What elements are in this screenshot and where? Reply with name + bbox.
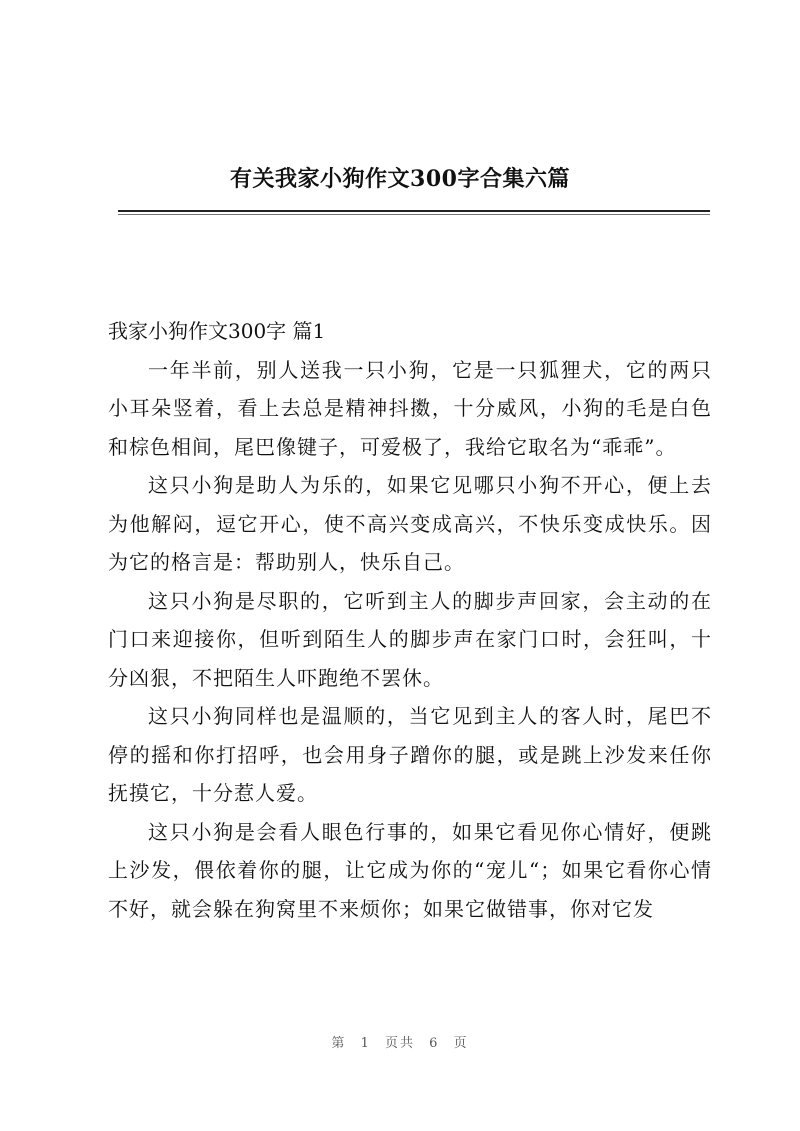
page-footer xyxy=(0,1032,800,1051)
paragraph-1: 一年半前，别人送我一只小狗，它是一只狐狸犬，它的两只小耳朵竖着，看上去总是精神抖擞，十分威风，小狗的毛是白色和棕色相间，尾巴像键子，可爱极了，我给它取名为“乖乖”。 xyxy=(108,357,712,459)
footer-middle: 页共 xyxy=(384,1036,415,1051)
title-underline-thick xyxy=(118,210,710,212)
title-underline-thin xyxy=(118,214,710,215)
footer-suffix: 页 xyxy=(453,1036,469,1051)
paragraph-4: 这只小狗同样也是温顺的，当它见到主人的客人时，尾巴不停的摇和你打招呼，也会用身子蹭你的腿，或是跳上沙发来任你抚摸它，十分惹人爱。 xyxy=(108,704,712,805)
paragraph-2: 这只小狗是助人为乐的，如果它见哪只小狗不开心，便上去为他解闷，逗它开心，使不高兴变成高兴，不快乐变成快乐。因为它的格言是：帮助别人，快乐自己。 xyxy=(108,473,712,574)
document-body xyxy=(108,312,712,928)
paragraph-5: 这只小狗是会看人眼色行事的，如果它看见你心情好，便跳上沙发，偎依着你的腿，让它成为你的“宠儿“；如果它看你心情不好，就会躲在狗窝里不来烦你；如果它做错事，你对它发 xyxy=(108,819,712,921)
footer-prefix: 第 xyxy=(331,1036,347,1051)
section-heading: 我家小狗作文300字 篇1 xyxy=(108,319,326,343)
paragraph-3: 这只小狗是尽职的，它听到主人的脚步声回家，会主动的在门口来迎接你，但听到陌生人的脚步声在家门口时，会狂叫，十分凶狠，不把陌生人吓跑绝不罢休。 xyxy=(108,588,712,690)
document-title: 有关我家小狗作文300字合集六篇 xyxy=(230,166,570,192)
footer-total-pages: 6 xyxy=(429,1036,440,1051)
footer-current-page: 1 xyxy=(360,1036,371,1051)
